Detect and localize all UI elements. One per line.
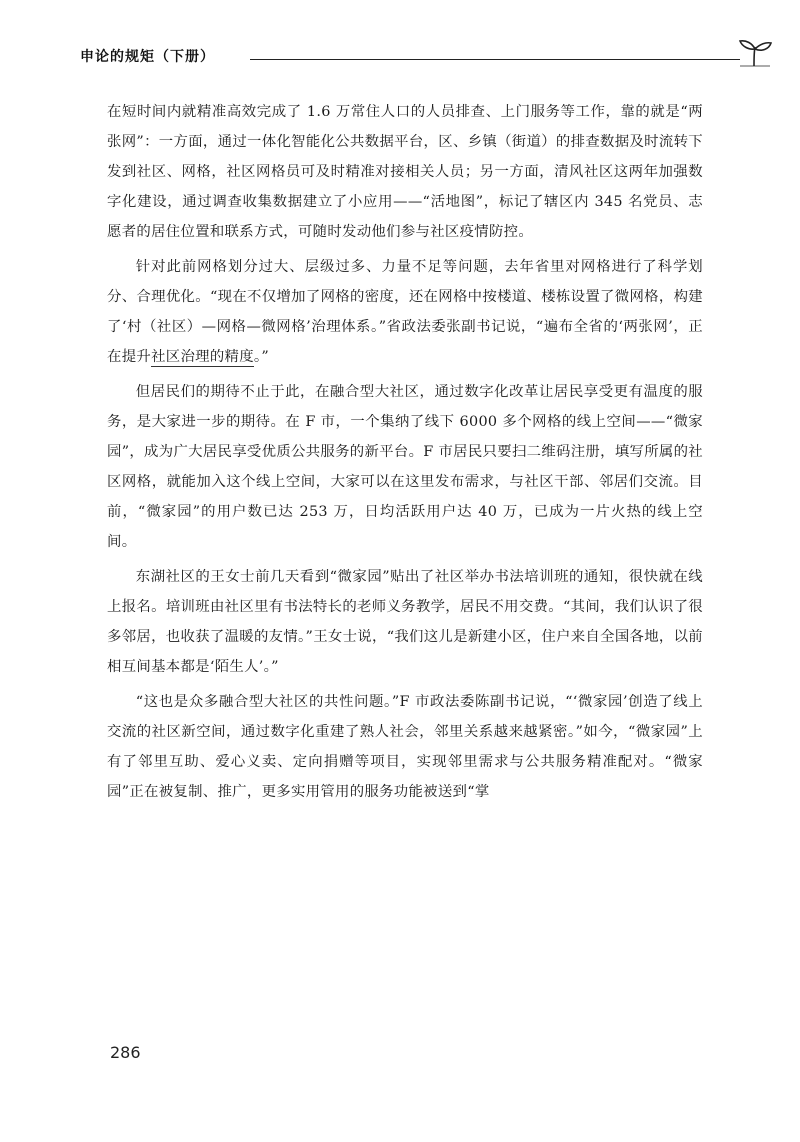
paragraph-5: “这也是众多融合型大社区的共性问题。”F 市政法委陈副书记说，“‘微家园’创造了线上交流的社区新空间，通过数字化重建了熟人社会，邻里关系越来越紧密。”如今，“微家园”上有了邻里互助、爱心义卖、定向捐赠等项目，实现邻里需求与公共服务精准配对。“微家园”正在被复制、推广，更多实用管用的服务功能被送到“掌 (107, 694, 703, 800)
page-number: 286 (110, 1043, 141, 1062)
sprout-icon (736, 38, 774, 68)
paragraph-2-end: 。” (253, 349, 270, 365)
paragraph-2 (107, 252, 703, 372)
header-rule (250, 59, 740, 60)
paragraph-4: 东湖社区的王女士前几天看到“微家园”贴出了社区举办书法培训班的通知，很快就在线上报名。培训班由社区里有书法特长的老师义务教学，居民不用交费。“其间，我们认识了很多邻居，也收获了温暖的友情。”王女士说，“我们这儿是新建小区，住户来自全国各地，以前相互间基本都是‘陌生人’。” (107, 569, 703, 675)
running-header (64, 38, 724, 70)
paragraph-1: 在短时间内就精准高效完成了 1.6 万常住人口的人员排查、上门服务等工作，靠的就是“两张网”：一方面，通过一体化智能化公共数据平台，区、乡镇（街道）的排查数据及时流转下发到社区、网格，社区网格员可及时精准对接相关人员；另一方面，清风社区这两年加强数字化建设，通过调查收集数据建立了小应用——“活地图”，标记了辖区内 345 名党员、志愿者的居住位置和联系方式，可随时发动他们参与社区疫情防控。 (107, 104, 703, 240)
body-text (107, 97, 703, 812)
paragraph-2-text: 针对此前网格划分过大、层级过多、力量不足等问题，去年省里对网格进行了科学划分、合理优化。“现在不仅增加了网格的密度，还在网格中按楼道、楼栋设置了微网格，构建了‘村（社区）—网格—微网格’治理体系。”省政法委张副书记说，“遍布全省的‘两张网’，正在提升 (107, 259, 703, 365)
paragraph-3: 但居民们的期待不止于此，在融合型大社区，通过数字化改革让居民享受更有温度的服务，是大家进一步的期待。在 F 市，一个集纳了线下 6000 多个网格的线上空间——“微家园”，成为广大居民享受优质公共服务的新平台。F 市居民只要扫二维码注册，填写所属的社区网格，就能加入这个线上空间，大家可以在这里发布需求，与社区干部、邻居们交流。目前，“微家园”的用户数已达 253 万，日均活跃用户达 40 万，已成为一片火热的线上空间。 (107, 384, 703, 550)
underlined-phrase: 社区治理的精度 (151, 349, 254, 365)
book-title: 申论的规矩（下册） (80, 49, 215, 65)
